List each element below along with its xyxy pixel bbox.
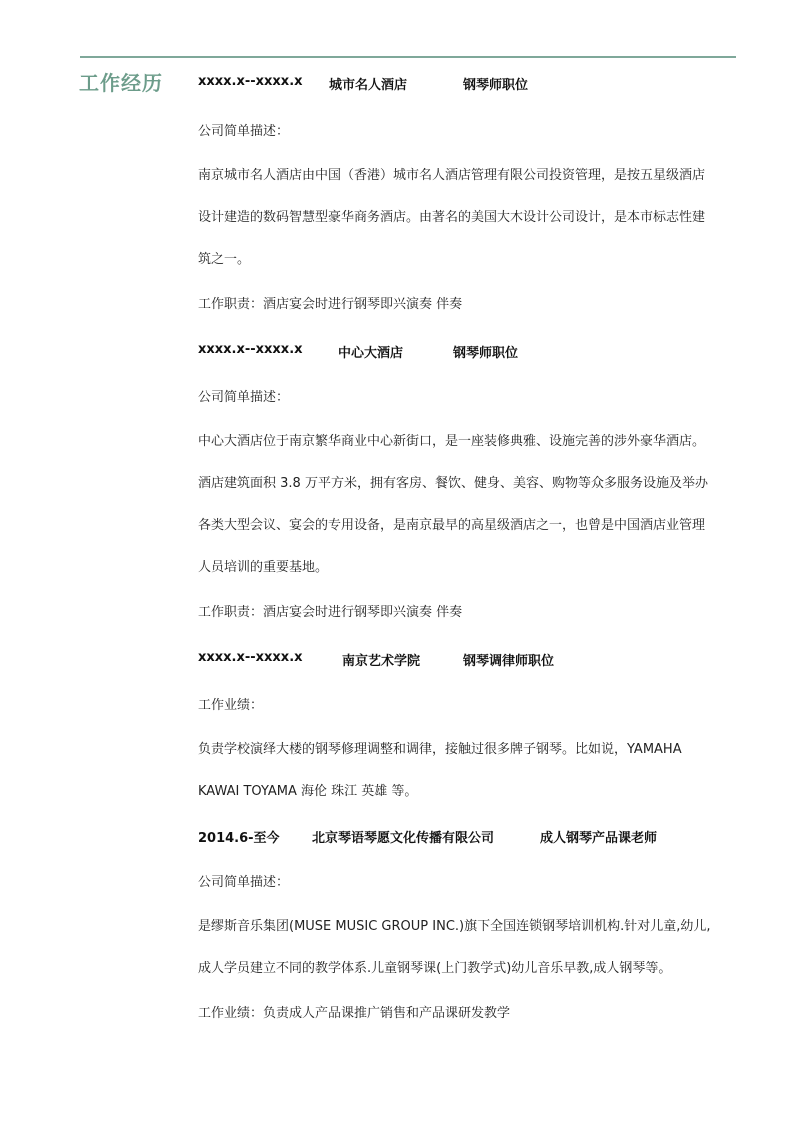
job-period: xxxx.x--xxxx.x (198, 74, 303, 89)
job-position: 钢琴师职位 (453, 346, 519, 361)
job-company: 中心大酒店 (338, 346, 404, 361)
job-entry (198, 646, 746, 813)
desc-label: 公司简单描述： (198, 124, 290, 139)
job-period: 2014.6-至今 (198, 831, 280, 846)
duty-text: 工作职责：酒店宴会时进行钢琴即兴演奏 伴奏 (198, 605, 463, 620)
desc-line: 中心大酒店位于南京繁华商业中心新街口，是一座装修典雅、设施完善的涉外豪华酒店。 (198, 434, 706, 449)
desc-line: 负责学校演绎大楼的钢琴修理调整和调律，接触过很多牌子钢琴。比如说，YAMAHA (198, 742, 682, 757)
job-position: 钢琴调律师职位 (463, 654, 555, 669)
job-entry (198, 70, 746, 316)
desc-line: 成人学员建立不同的教学体系.儿童钢琴课(上门教学式)幼儿音乐早教,成人钢琴等。 (198, 961, 672, 976)
job-company: 城市名人酒店 (329, 78, 408, 93)
desc-line: KAWAI TOYAMA 海伦 珠江 英雄 等。 (198, 784, 418, 799)
desc-line: 是缪斯音乐集团(MUSE MUSIC GROUP INC.)旗下全国连锁钢琴培训机构.针对儿童,幼儿, (198, 919, 711, 934)
desc-line: 人员培训的重要基地。 (198, 560, 329, 575)
desc-line: 酒店建筑面积 3.8 万平方米，拥有客房、餐饮、健身、美容、购物等众多服务设施及举办 (198, 476, 708, 491)
desc-line: 设计建造的数码智慧型豪华商务酒店。由著名的美国大木设计公司设计，是本市标志性建 (198, 210, 706, 225)
job-period: xxxx.x--xxxx.x (198, 342, 303, 357)
job-position: 钢琴师职位 (463, 78, 529, 93)
duty-text: 工作业绩：负责成人产品课推广销售和产品课研发教学 (198, 1006, 511, 1021)
section-title: 工作经历 (79, 71, 163, 95)
job-header (198, 70, 746, 94)
job-header (198, 646, 746, 670)
job-entry (198, 338, 746, 624)
desc-text (198, 906, 746, 990)
top-divider (80, 56, 736, 58)
job-company: 南京艺术学院 (342, 654, 421, 669)
desc-label: 工作业绩： (198, 698, 264, 713)
job-header (198, 338, 746, 362)
desc-line: 南京城市名人酒店由中国（香港）城市名人酒店管理有限公司投资管理，是按五星级酒店 (198, 168, 706, 183)
job-header (198, 823, 746, 847)
duty-text: 工作职责：酒店宴会时进行钢琴即兴演奏 伴奏 (198, 297, 463, 312)
desc-label: 公司简单描述： (198, 875, 290, 890)
desc-text (198, 155, 746, 281)
desc-text (198, 421, 746, 589)
desc-line: 各类大型会议、宴会的专用设备，是南京最早的高星级酒店之一，也曾是中国酒店业管理 (198, 518, 706, 533)
desc-text (198, 729, 746, 813)
desc-line: 筑之一。 (198, 252, 251, 267)
job-entry (198, 823, 746, 1025)
work-experience-content (198, 70, 746, 1025)
job-company: 北京琴语琴愿文化传播有限公司 (312, 831, 495, 846)
job-position: 成人钢琴产品课老师 (540, 831, 658, 846)
desc-label: 公司简单描述： (198, 390, 290, 405)
job-period: xxxx.x--xxxx.x (198, 650, 303, 665)
